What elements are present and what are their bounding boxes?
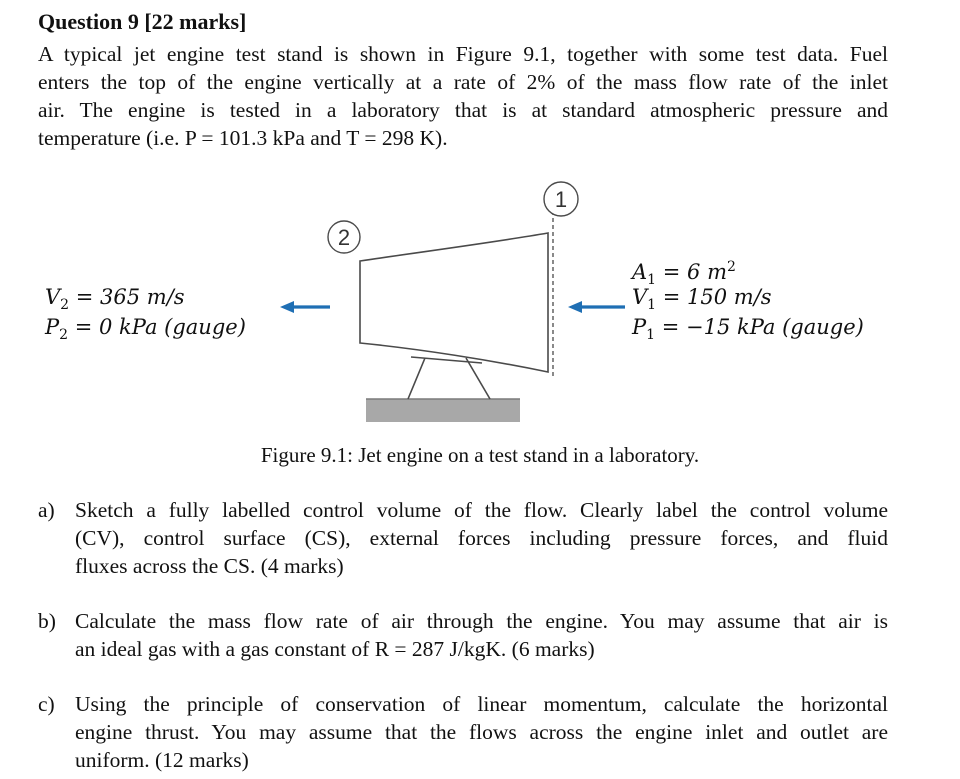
- intro-line: temperature (i.e. P = 101.3 kPa and T = 298 K).: [38, 126, 448, 150]
- part-a-label: a): [38, 498, 55, 522]
- part-line: fluxes across the CS. (4 marks): [75, 554, 344, 578]
- ground-block: [366, 399, 520, 422]
- part-c: [38, 690, 888, 774]
- inlet-pressure: $P_1 = -15$ kPa (gauge): [632, 315, 864, 344]
- part-b: [38, 607, 888, 663]
- part-c-label: c): [38, 692, 55, 716]
- inlet-area: $A_1 = 6$ $m^2$: [632, 259, 736, 289]
- question-heading: Question 9 [22 marks]: [38, 9, 247, 34]
- part-line: an ideal gas with a gas constant of R = 287 J/kgK. (6 marks): [75, 637, 595, 661]
- part-line: uniform. (12 marks): [75, 748, 249, 772]
- outlet-pressure: $P_2 = 0$ kPa (gauge): [45, 315, 246, 344]
- stand-leg-right: [466, 358, 490, 399]
- part-line: engine thrust. You may assume that the flows across the engine inlet and outlet are: [75, 720, 888, 744]
- part-line: Sketch a fully labelled control volume of the flow. Clearly label the control volume: [75, 498, 888, 522]
- exhaust-arrow-head: [280, 301, 294, 313]
- part-line: Using the principle of conservation of linear momentum, calculate the horizontal: [75, 692, 888, 716]
- part-line: (CV), control surface (CS), external forces including pressure forces, and fluid: [75, 526, 888, 550]
- figure-caption: Figure 9.1: Jet engine on a test stand in a laboratory.: [260, 443, 700, 467]
- engine-body: [360, 233, 548, 372]
- intro-line: enters the top of the engine vertically at a rate of 2% of the mass flow rate of the inlet: [38, 70, 888, 94]
- inlet-velocity: $V_1 = 150$ m/s: [632, 285, 772, 314]
- part-line: Calculate the mass flow rate of air through the engine. You may assume that air is: [75, 609, 888, 633]
- outlet-velocity: $V_2 = 365$ m/s: [45, 285, 185, 314]
- part-b-label: b): [38, 609, 56, 633]
- part-a: [38, 496, 888, 580]
- intro-line: A typical jet engine test stand is shown in Figure 9.1, together with some test data. Fuel: [38, 42, 888, 66]
- station-2-label: 2: [337, 225, 351, 250]
- inlet-arrow-head: [568, 301, 582, 313]
- part-a-text: [75, 496, 888, 580]
- station-1-label: 1: [554, 187, 568, 212]
- part-c-text: [75, 690, 888, 774]
- intro-line: air. The engine is tested in a laboratory that is at standard atmospheric pressure and: [38, 98, 888, 122]
- part-b-text: [75, 607, 888, 663]
- stand-leg-left: [408, 358, 425, 399]
